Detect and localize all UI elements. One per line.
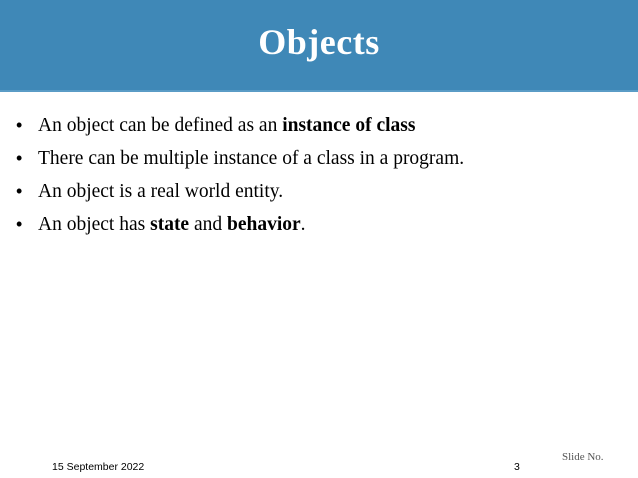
slide-number-label: Slide No.: [562, 451, 604, 463]
bullet-icon: •: [16, 115, 23, 135]
bullet-bold-text: state: [150, 214, 190, 235]
bullet-text: An object can be defined as an: [38, 115, 283, 136]
bullet-text: An object has: [38, 214, 151, 235]
bullet-icon: •: [16, 148, 23, 168]
bullet-text: There can be multiple instance of a class in a program.: [38, 148, 465, 169]
bullet-item-3: [14, 175, 624, 208]
bullet-icon: •: [16, 214, 23, 234]
bullet-text: and: [189, 214, 227, 235]
title-bar: [0, 0, 638, 92]
bullet-item-1: [14, 109, 624, 142]
bullet-list: [14, 109, 624, 241]
slide-title: Objects: [258, 22, 380, 62]
footer-page-number: 3: [514, 461, 520, 473]
bullet-item-4: [14, 208, 624, 241]
bullet-text: An object is a real world entity.: [38, 181, 284, 202]
bullet-icon: •: [16, 181, 23, 201]
bullet-text: .: [300, 214, 306, 235]
bullet-item-2: [14, 142, 624, 175]
bullet-bold-text: behavior: [227, 214, 301, 235]
footer-date: 15 September 2022: [52, 461, 145, 473]
bullet-bold-text: instance of class: [282, 115, 416, 136]
